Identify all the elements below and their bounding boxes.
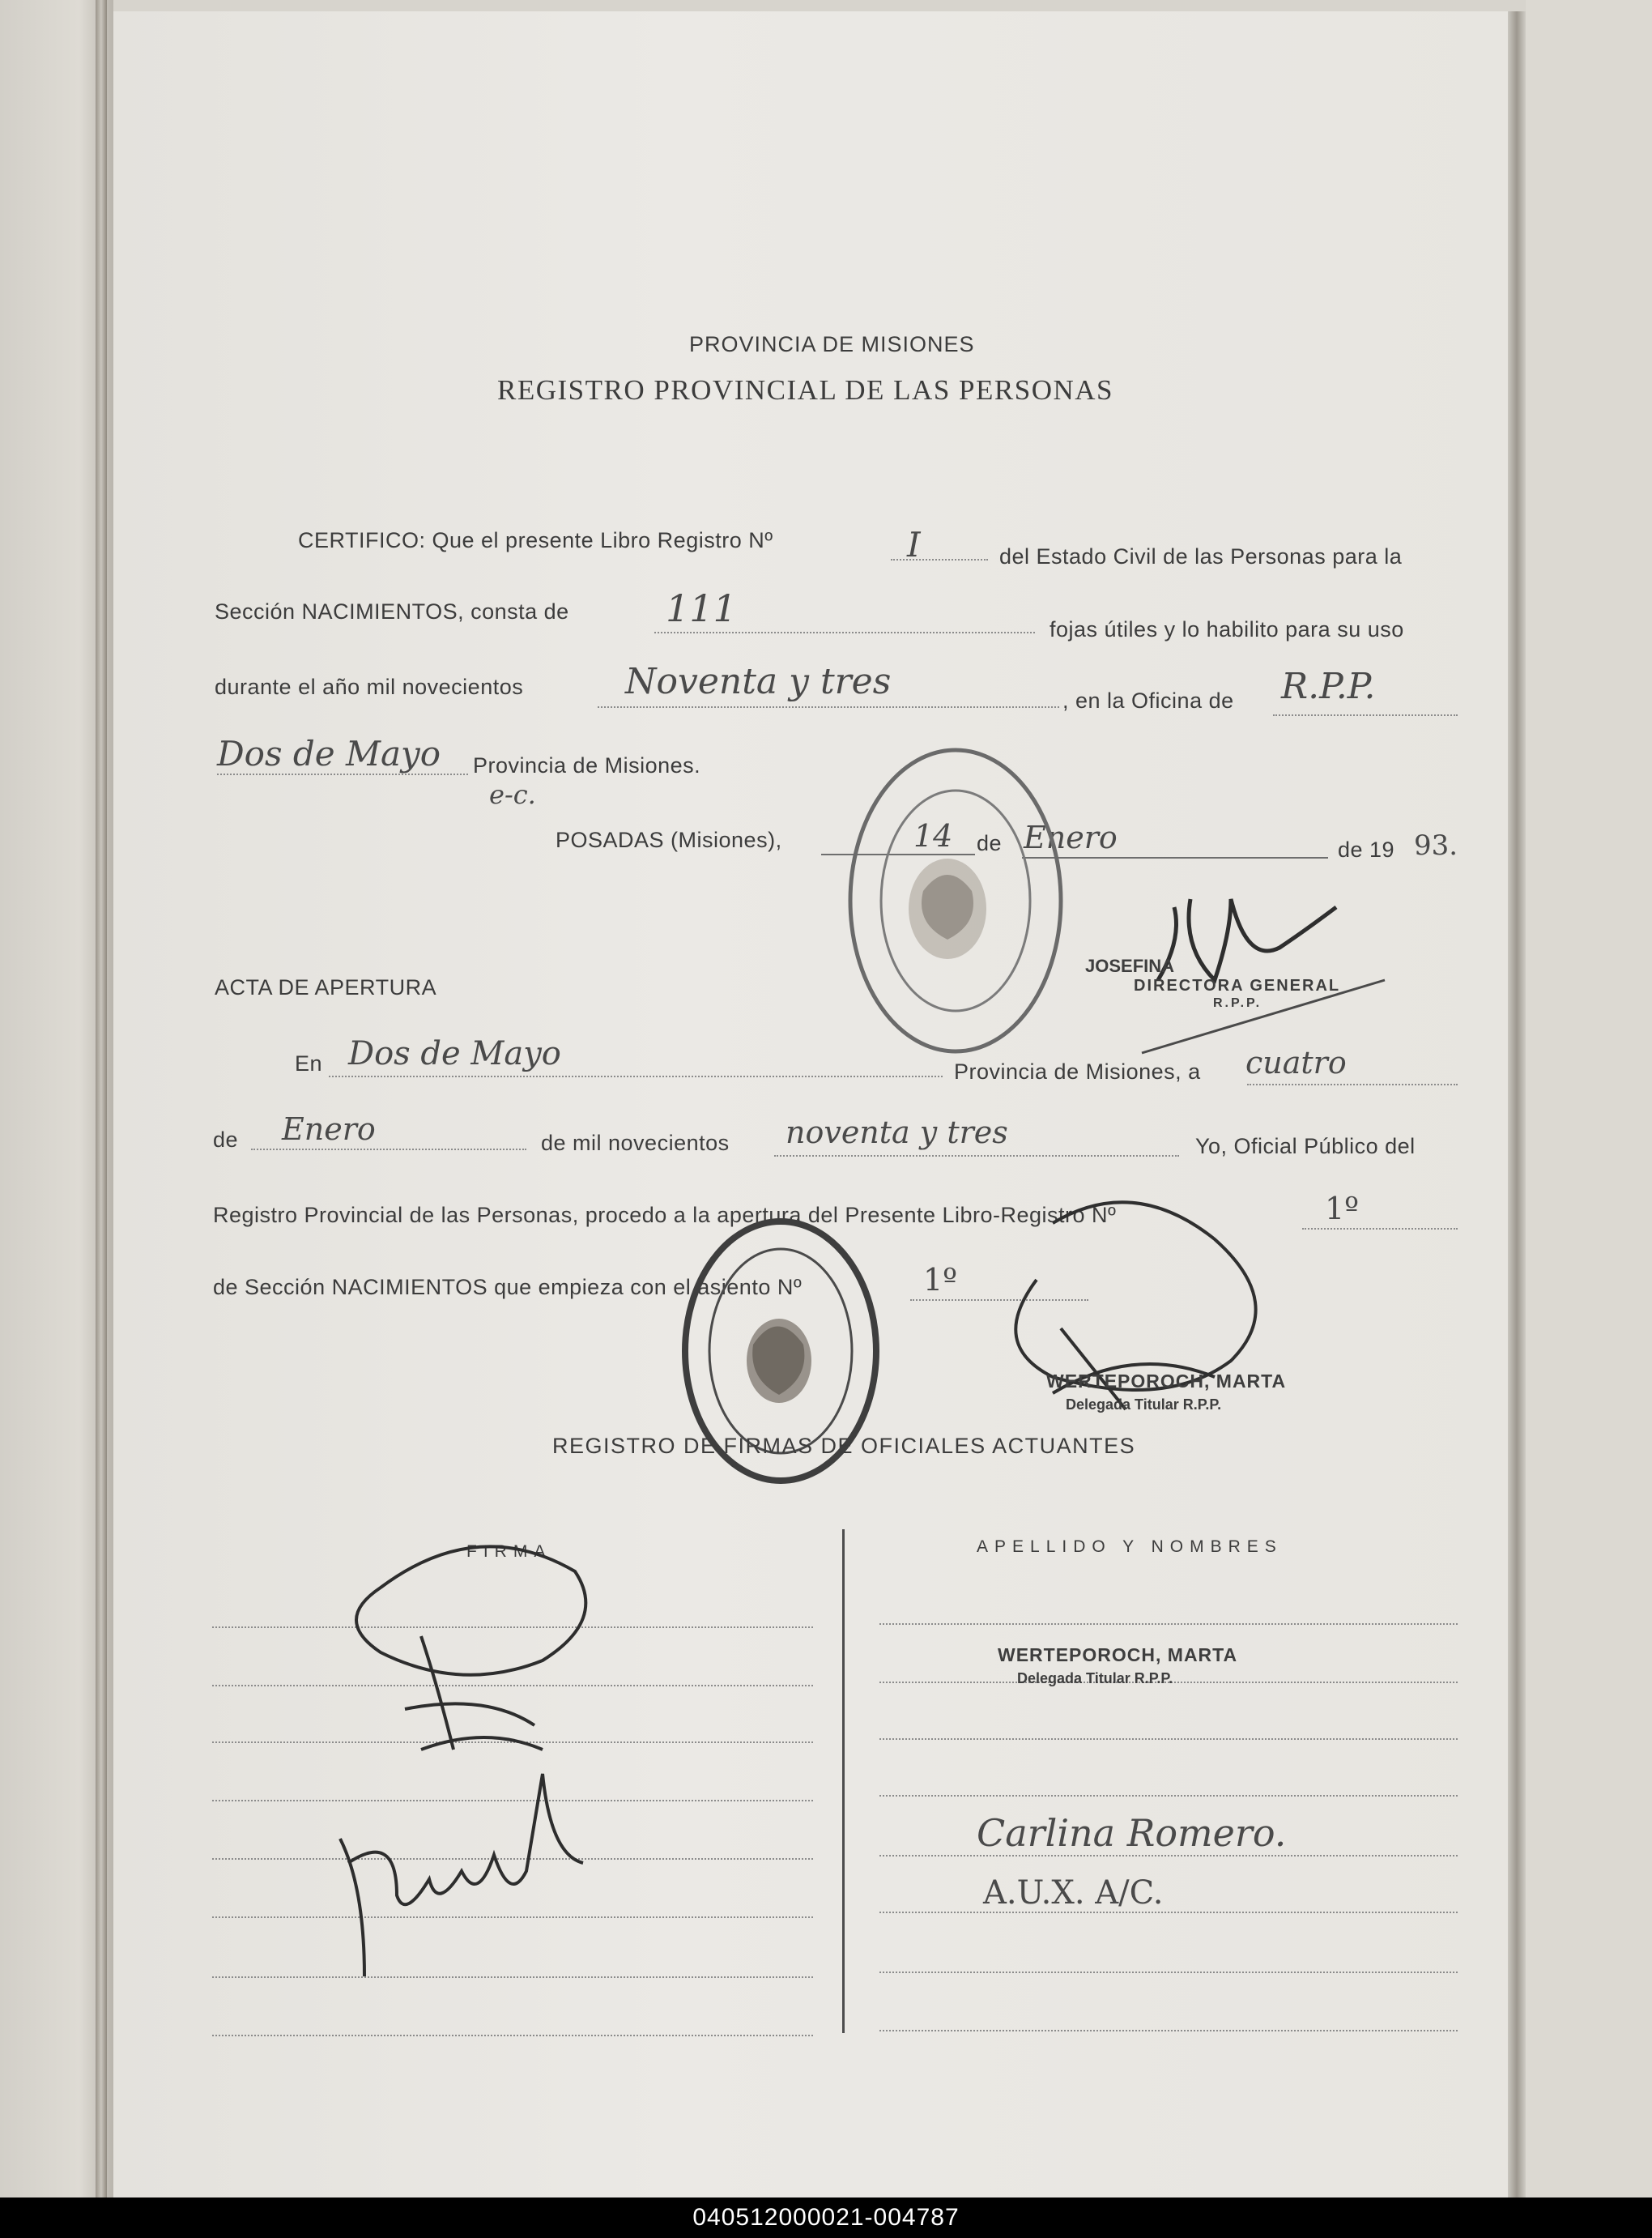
apertura-day-handwritten: cuatro	[1245, 1045, 1347, 1081]
apertura-province: Provincia de Misiones, a	[954, 1059, 1201, 1084]
entry1-name: WERTEPOROCH, MARTA	[998, 1644, 1238, 1665]
apertura-en: En	[295, 1051, 323, 1076]
entry1-title: Delegada Titular R.P.P.	[1017, 1670, 1173, 1686]
cert-line1-end: del Estado Civil de las Personas para la	[999, 544, 1403, 569]
apertura-line4: de Sección NACIMIENTOS que empieza con el asiento Nº	[213, 1275, 803, 1299]
director-stamp-name: JOSEFINA	[1085, 956, 1175, 976]
cert-line3-mid: , en la Oficina de	[1062, 688, 1234, 713]
apertura-year-handwritten: noventa y tres	[786, 1115, 1008, 1150]
apertura-place-handwritten: Dos de Mayo	[348, 1035, 561, 1072]
date-de: de	[977, 831, 1003, 855]
cert-line4-end: Provincia de Misiones.	[473, 753, 701, 778]
entry2-name-handwritten: Carlina Romero.	[977, 1811, 1287, 1855]
document-id-caption: 040512000021-004787	[692, 2204, 960, 2231]
delegate-title: Delegada Titular R.P.P.	[1066, 1396, 1222, 1413]
cert-line2: Sección NACIMIENTOS, consta de	[215, 599, 569, 624]
apertura-mil: de mil novecientos	[541, 1131, 730, 1155]
cert-line3: durante el año mil novecientos	[215, 675, 524, 699]
delegate-name: WERTEPOROCH, MARTA	[1046, 1371, 1287, 1392]
apertura-title: ACTA DE APERTURA	[215, 975, 437, 1000]
folios-handwritten: 111	[666, 586, 737, 630]
date-year-handwritten: 93.	[1414, 829, 1458, 862]
apertura-entry-no-handwritten: 1º	[923, 1262, 958, 1298]
apertura-official: Yo, Oficial Público del	[1195, 1134, 1416, 1158]
cert-line2-end: fojas útiles y lo habilito para su uso	[1050, 617, 1404, 642]
month-handwritten: Enero	[1024, 820, 1118, 855]
header-registry: REGISTRO PROVINCIAL DE LAS PERSONAS	[497, 374, 1113, 406]
apertura-book-no-handwritten: 1º	[1325, 1191, 1360, 1226]
entry2-title-handwritten: A.U.X. A/C.	[983, 1874, 1164, 1912]
annotation-handwritten: e-c.	[489, 779, 536, 810]
cert-line1: CERTIFICO: Que el presente Libro Registro Nº	[298, 528, 773, 552]
director-stamp-role: DIRECTORA GENERAL	[1134, 977, 1341, 995]
office-handwritten: R.P.P.	[1281, 666, 1376, 707]
director-stamp-org: R.P.P.	[1213, 996, 1262, 1010]
apertura-month-handwritten: Enero	[282, 1111, 376, 1147]
apertura-line3: Registro Provincial de las Personas, procedo a la apertura del Presente Libro-Registro Nº	[213, 1203, 1117, 1227]
date-year-prefix: de 19	[1338, 838, 1395, 862]
col-nombre-header: APELLIDO Y NOMBRES	[977, 1537, 1283, 1556]
day-handwritten: 14	[913, 818, 953, 854]
year-words-handwritten: Noventa y tres	[625, 661, 892, 702]
col-firma-header: FIRMA	[466, 1542, 552, 1561]
firmas-title: REGISTRO DE FIRMAS DE OFICIALES ACTUANTES	[552, 1434, 1136, 1458]
locality-handwritten: Dos de Mayo	[217, 734, 441, 774]
date-place: POSADAS (Misiones),	[556, 828, 782, 852]
apertura-de: de	[213, 1128, 239, 1152]
book-number-handwritten: I	[907, 525, 921, 565]
header-province: PROVINCIA DE MISIONES	[689, 332, 975, 356]
